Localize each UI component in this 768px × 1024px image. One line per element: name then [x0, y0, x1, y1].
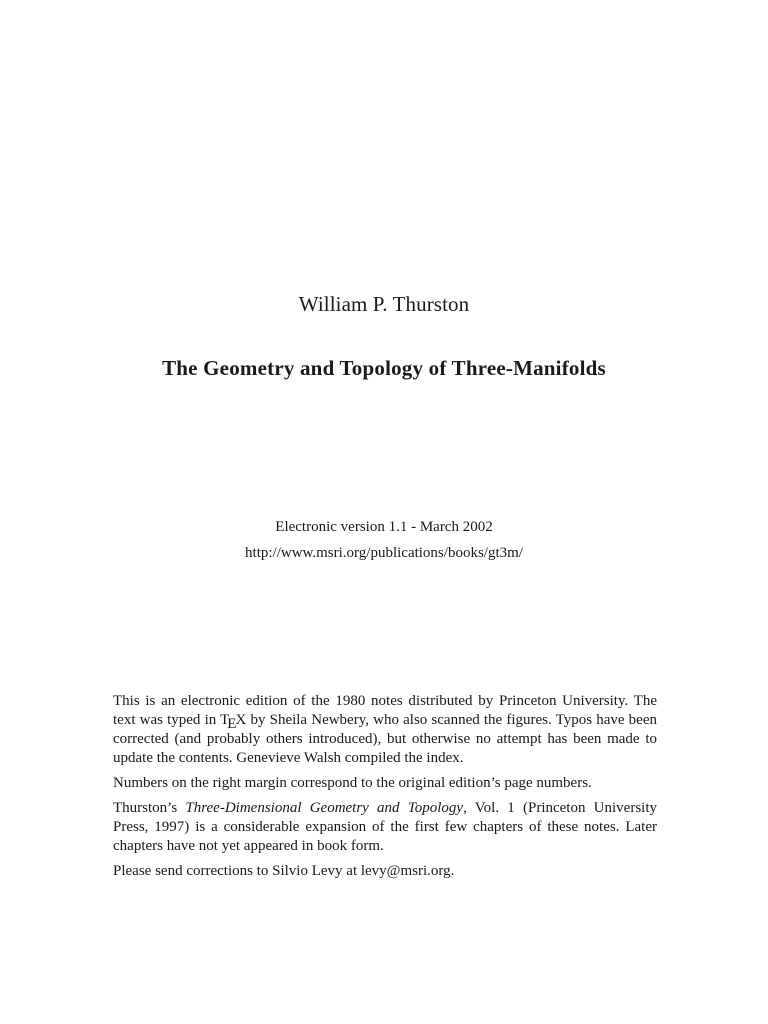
- tex-logo-t: T: [220, 712, 230, 728]
- notes-paragraph-3: [113, 799, 657, 856]
- notes-paragraph-1: [113, 692, 657, 768]
- tex-logo: [220, 712, 247, 732]
- notes-p1-start: This is an electronic edition of the 1980 notes distributed by Princeton University. The text was typed in: [113, 693, 657, 728]
- notes-p3-end: , Vol. 1 (Princeton University Press, 1997) is a considerable expansion of the first few chapters of these notes. Later chapters have not yet appeared in book form.: [113, 800, 658, 854]
- notes-block: [113, 692, 657, 887]
- version-block: [0, 514, 768, 566]
- notes-p3-start: Thurston’s: [113, 800, 186, 816]
- tex-logo-x: X: [235, 712, 247, 728]
- book-title: The Geometry and Topology of Three-Manifolds: [162, 356, 606, 380]
- notes-paragraph-4: Please send corrections to Silvio Levy at levy@msri.org.: [113, 863, 455, 879]
- author-name: William P. Thurston: [298, 292, 470, 316]
- url-line: http://www.msri.org/publications/books/gt3m/: [245, 545, 523, 561]
- tex-logo-e: E: [227, 716, 237, 732]
- notes-p1-end: by Sheila Newbery, who also scanned the figures. Typos have been corrected (and probably others introduced), but otherwise no attempt has been made to update the contents. Genevieve Walsh compiled the index.: [113, 712, 657, 766]
- book-reference-title: Three-Dimensional Geometry and Topology: [185, 800, 464, 816]
- edition-line: Electronic version 1.1 - March 2002: [275, 519, 493, 535]
- notes-paragraph-2: Numbers on the right margin correspond to the original edition’s page numbers.: [113, 775, 592, 791]
